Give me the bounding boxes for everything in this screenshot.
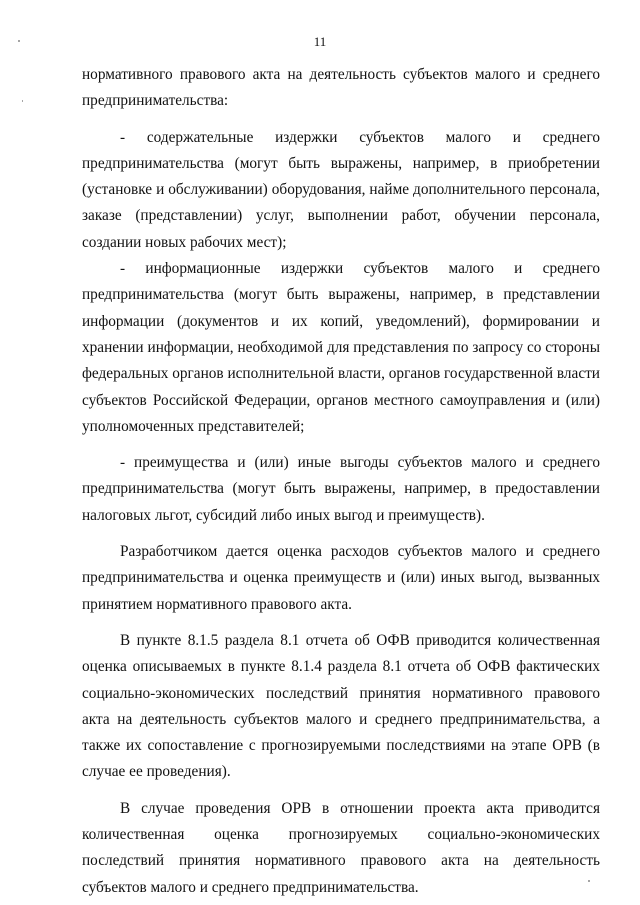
paragraph-continuation: нормативного правового акта на деятельность субъектов малого и среднего предпринимательства: (82, 66, 600, 110)
paragraph-content-costs: - содержательные издержки субъектов малого и среднего предпринимательства (могут быть выражены, например, в приобретении (установке и обслуживании) оборудования, найме дополнительного персонала, заказе (представлении) услуг, выполнении работ, обучении персонала, создании новых рабочих мест); (82, 128, 600, 251)
paragraph-benefits: - преимущества и (или) иные выгоды субъектов малого и среднего предпринимательства (могут быть выражены, например, в предоставлении налоговых льгот, субсидий либо иных выгод и преимуществ). (82, 454, 600, 524)
paragraph-developer-assessment: Разработчиком дается оценка расходов субъектов малого и среднего предпринимательства и оценка преимуществ и (или) иных выгод, вызванных принятием нормативного правового акта. (82, 543, 600, 613)
paragraph-orv-case: В случае проведения ОРВ в отношении проекта акта приводится количественная оценка прогнозируемых социально-экономических последствий принятия нормативного правового акта на деятельность субъектов малого и среднего предпринимательства. (82, 799, 600, 896)
body-text (82, 62, 600, 901)
paragraph-quantitative-assessment: В пункте 8.1.5 раздела 8.1 отчета об ОФВ приводится количественная оценка описываемых в пункте 8.1.4 раздела 8.1 отчета об ОФВ фактических социально-экономических последствий принятия нормативного правового акта на деятельность субъектов малого и среднего предпринимательства, а также их сопоставление с прогнозируемыми последствиями на этапе ОРВ (в случае ее проведения). (82, 631, 600, 781)
paragraph-information-costs: - информационные издержки субъектов малого и среднего предпринимательства (могут быть выражены, например, в представлении информации (документов и их копий, уведомлений), формировании и хранении информации, необходимой для представления по запросу со стороны федеральных органов исполнительной власти, органов государственной власти субъектов Российской Федерации, органов местного самоуправления и (или) уполномоченных представителей; (82, 260, 600, 435)
scan-speck (22, 100, 23, 102)
page-number: 11 (313, 34, 327, 49)
